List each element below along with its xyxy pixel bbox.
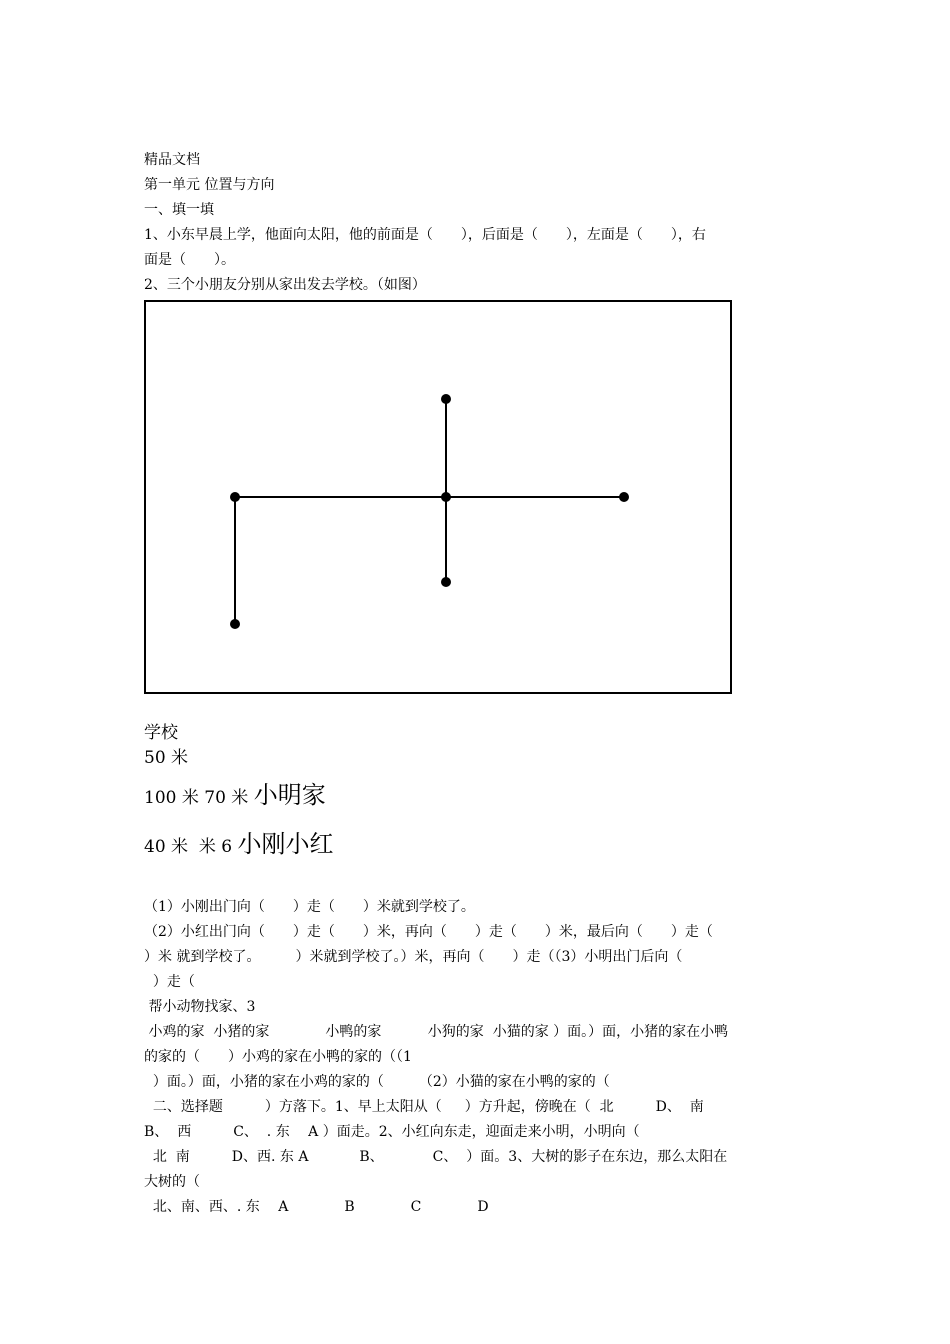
label-xiaoming-home: 小明家: [253, 781, 326, 809]
text-line: （1）小刚出门向（ ）走（ ）米就到学校了。: [144, 899, 475, 915]
text-line: ）面。）面，小猪的家在小鸡的家的（ （2）小猫的家在小鸭的家的（: [144, 1074, 610, 1090]
question-2-intro: 2、三个小朋友分别从家出发去学校。（如图）: [144, 277, 426, 293]
label-line-xiaoming: [144, 781, 326, 809]
text-line: 小鸡的家 小猪的家 小鸭的家 小狗的家 小猫的家 ）面。）面，小猪的家在小鸭: [144, 1024, 729, 1040]
text-line: 二、选择题 ）方落下。1、早上太阳从（ ）方升起，傍晚在（ 北 D、 南: [144, 1099, 704, 1115]
text-line: 大树的（: [144, 1174, 200, 1190]
map-point: [441, 577, 451, 587]
label-line-xiaogang: [144, 830, 334, 858]
question-1-line-2: 面是（ ）。: [144, 252, 235, 268]
page-header: 精品文档: [144, 152, 200, 168]
text-line: ）走（: [144, 974, 195, 990]
map-point: [441, 492, 451, 502]
map-point: [230, 619, 240, 629]
label-50m: 50 米: [144, 748, 189, 768]
text-line: 的家的（ ）小鸡的家在小鸭的家的（（1: [144, 1049, 412, 1065]
text-line: B、 西 C、 . 东 A ）面走。2、小红向东走，迎面走来小明，小明向（: [144, 1124, 640, 1140]
label-distances-2: 40 米 米 6: [144, 837, 238, 857]
text-line: 帮小动物找家、3: [144, 999, 256, 1015]
map-point: [619, 492, 629, 502]
label-school: 学校: [144, 723, 178, 743]
label-xiaogang-xiaohong: 小刚小红: [237, 830, 334, 858]
map-point: [230, 492, 240, 502]
text-line: 北 南 D、西. 东 A B、 C、 ）面。3、大树的影子在东边，那么太阳在: [144, 1149, 728, 1165]
map-point: [441, 394, 451, 404]
unit-title: 第一单元 位置与方向: [144, 177, 275, 193]
text-line: 北、南、西、. 东 A B C D: [144, 1199, 489, 1215]
text-line: （2）小红出门向（ ）走（ ）米，再向（ ）走（ ）米，最后向（ ）走（: [144, 924, 713, 940]
label-distances: 100 米 70 米: [144, 788, 254, 808]
text-line: ）米 就到学校了。 ）米就到学校了。）米，再向（ ）走（（3）小明出门后向（: [144, 949, 683, 965]
question-1-line-1: 1、小东早晨上学，他面向太阳，他的前面是（ ），后面是（ ），左面是（ ），右: [144, 227, 706, 243]
route-map-figure: [144, 300, 732, 695]
section-title-fill: 一、填一填: [144, 202, 214, 218]
